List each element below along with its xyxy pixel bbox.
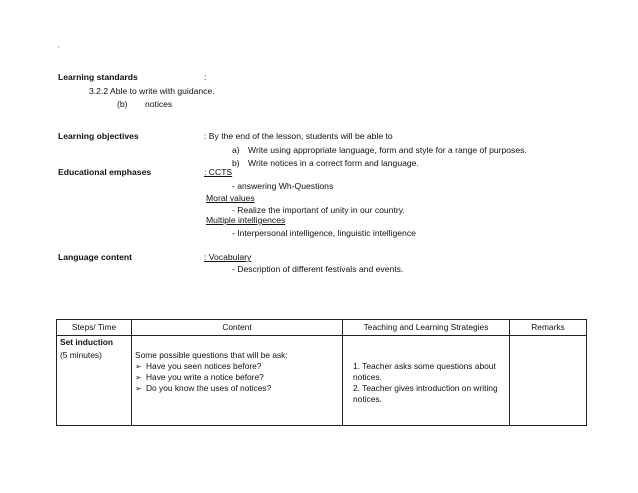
educational-emphases-label: Educational emphases xyxy=(58,167,152,177)
strategy-line: 2. Teacher gives introduction on writing xyxy=(353,383,498,393)
header-strategies: Teaching and Learning Strategies xyxy=(343,320,510,336)
empty-cell xyxy=(510,336,587,350)
learning-objectives-intro: : By the end of the lesson, students will be able to xyxy=(204,131,393,141)
content-intro: Some possible questions that will be ask: xyxy=(135,350,288,360)
content-cell xyxy=(132,349,343,425)
ccts-heading: : CCTS xyxy=(204,167,233,177)
header-content: Content xyxy=(132,320,343,336)
language-content-label: Language content xyxy=(58,252,133,262)
set-induction-row xyxy=(57,349,587,425)
table-header-row xyxy=(57,320,587,336)
multiple-intelligences-item: - Interpersonal intelligence, linguistic intelligence xyxy=(232,228,416,238)
learning-standards-label: Learning standards xyxy=(58,72,138,82)
header-remarks: Remarks xyxy=(510,320,587,336)
learning-standard-sub-marker: (b) xyxy=(117,99,128,109)
question-text: Have you seen notices before? xyxy=(146,361,262,371)
remarks-cell xyxy=(510,349,587,425)
question-item xyxy=(135,383,339,394)
objective-marker-a: a) xyxy=(232,145,240,155)
strategy-line: notices. xyxy=(353,394,382,404)
question-item xyxy=(135,361,339,372)
time-text: (5 minutes) xyxy=(60,350,102,360)
ccts-item: - answering Wh-Questions xyxy=(232,181,334,191)
question-text: Have you write a notice before? xyxy=(146,372,264,382)
arrow-bullet-icon: ➢ xyxy=(135,362,142,371)
arrow-bullet-icon: ➢ xyxy=(135,384,142,393)
learning-standard-text: 3.2.2 Able to write with guidance. xyxy=(89,86,215,96)
steps-time-cell xyxy=(57,349,132,425)
objective-text-a: Write using appropriate language, form and style for a range of purposes. xyxy=(248,145,527,155)
lesson-plan-table xyxy=(56,319,587,426)
strategy-line: notices. xyxy=(353,372,382,382)
learning-objectives-label: Learning objectives xyxy=(58,131,139,141)
question-item xyxy=(135,372,339,383)
vocabulary-heading: : Vocabulary xyxy=(204,252,252,262)
multiple-intelligences-heading: Multiple intelligences xyxy=(206,215,286,225)
objective-marker-b: b) xyxy=(232,158,240,168)
question-text: Do you know the uses of notices? xyxy=(146,383,272,393)
moral-values-item: - Realize the important of unity in our country. xyxy=(232,205,405,215)
learning-standards-colon: : xyxy=(204,72,207,82)
stray-mark: ‘ xyxy=(58,46,60,53)
set-induction-title-row xyxy=(57,336,587,350)
learning-standard-sub-text: notices xyxy=(145,99,173,109)
set-induction-title: Set induction xyxy=(57,336,132,350)
moral-values-heading: Moral values xyxy=(206,193,255,203)
strategies-cell xyxy=(343,349,510,425)
empty-cell xyxy=(132,336,343,350)
header-steps-time: Steps/ Time xyxy=(57,320,132,336)
objective-text-b: Write notices in a correct form and language. xyxy=(248,158,419,168)
arrow-bullet-icon: ➢ xyxy=(135,373,142,382)
empty-cell xyxy=(343,336,510,350)
vocabulary-item: - Description of different festivals and events. xyxy=(232,264,404,274)
strategy-line: 1. Teacher asks some questions about xyxy=(353,361,496,371)
